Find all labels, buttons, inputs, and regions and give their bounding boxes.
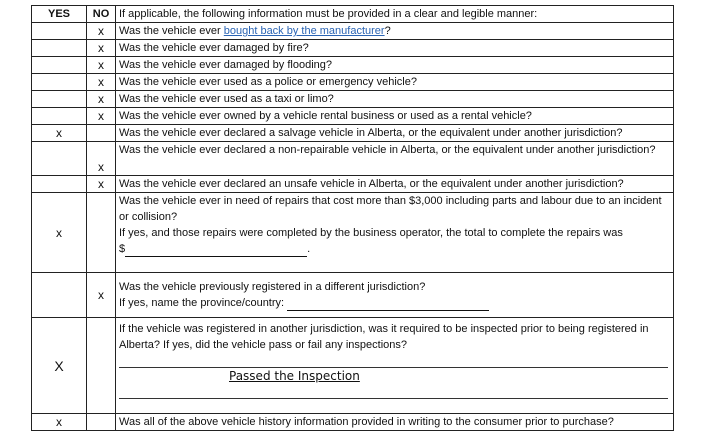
yes-cell[interactable] (32, 176, 87, 193)
question-cell (116, 125, 674, 142)
table-row (32, 91, 674, 108)
table-row (32, 57, 674, 74)
yes-cell[interactable] (32, 40, 87, 57)
question-cell (116, 414, 674, 431)
question-text-end: ? (384, 25, 391, 37)
question-cell (116, 74, 674, 91)
yes-cell[interactable]: x (32, 414, 87, 431)
question-text: Was the vehicle ever damaged by flooding? (119, 59, 332, 71)
no-cell[interactable]: x (87, 142, 116, 176)
answer-line-1[interactable] (119, 353, 668, 368)
province-country-field[interactable] (287, 300, 489, 311)
yes-cell[interactable] (32, 273, 87, 318)
question-text: Was the vehicle ever (119, 25, 224, 37)
question-cell (116, 142, 674, 176)
table-row (32, 23, 674, 40)
follow-up-text: If yes, and those repairs were completed by the business operator, the total to complete the repairs was (119, 227, 623, 239)
question-cell (116, 193, 674, 273)
yes-cell[interactable] (32, 74, 87, 91)
question-text: If the vehicle was registered in another jurisdiction, was it required to be inspected prior to being registered in Alberta? If yes, did the vehicle pass or fail any inspections? (119, 323, 649, 351)
table-row (32, 414, 674, 431)
question-text: Was the vehicle ever in need of repairs that cost more than $3,000 including parts and labour due to an incident or collision? (119, 195, 662, 223)
no-header: NO (87, 6, 116, 23)
table-row (32, 40, 674, 57)
no-cell[interactable]: x (87, 40, 116, 57)
answer-line-3[interactable] (119, 384, 668, 399)
question-cell (116, 23, 674, 40)
yes-cell[interactable] (32, 91, 87, 108)
no-cell[interactable] (87, 193, 116, 273)
no-cell[interactable]: x (87, 23, 116, 40)
period: . (307, 243, 311, 255)
yes-cell[interactable] (32, 108, 87, 125)
header-row (32, 6, 674, 23)
question-text: Was the vehicle ever declared an unsafe vehicle in Alberta, or the equivalent under another jurisdiction? (119, 178, 624, 190)
question-cell (116, 91, 674, 108)
vehicle-history-table (31, 5, 674, 431)
no-cell[interactable] (87, 414, 116, 431)
instruction-header: If applicable, the following information must be provided in a clear and legible manner: (116, 6, 674, 23)
question-text: Was the vehicle ever declared a salvage vehicle in Alberta, or the equivalent under another jurisdiction? (119, 127, 623, 139)
follow-up-text: If yes, name the province/country: (119, 297, 285, 309)
question-cell (116, 273, 674, 318)
no-cell[interactable]: x (87, 91, 116, 108)
dollar-sign: $ (119, 243, 126, 255)
question-text: Was all of the above vehicle history information provided in writing to the consumer prior to purchase? (119, 416, 614, 428)
question-text: Was the vehicle ever damaged by fire? (119, 42, 309, 54)
question-cell (116, 108, 674, 125)
yes-cell[interactable] (32, 57, 87, 74)
question-text: Was the vehicle ever owned by a vehicle rental business or used as a rental vehicle? (119, 110, 532, 122)
no-cell[interactable] (87, 318, 116, 414)
question-text: Was the vehicle ever declared a non-repairable vehicle in Alberta, or the equivalent under another jurisdiction? (119, 144, 656, 156)
no-cell[interactable]: x (87, 108, 116, 125)
question-text: Was the vehicle previously registered in a different jurisdiction? (119, 281, 426, 293)
question-text: Was the vehicle ever used as a police or emergency vehicle? (119, 76, 417, 88)
table-row (32, 108, 674, 125)
question-cell (116, 57, 674, 74)
no-cell[interactable]: x (87, 57, 116, 74)
no-cell[interactable]: x (87, 176, 116, 193)
inspection-answer[interactable]: Passed the Inspection (229, 369, 360, 383)
table-row (32, 193, 674, 273)
question-cell (116, 40, 674, 57)
question-cell (116, 176, 674, 193)
yes-cell[interactable]: x (32, 193, 87, 273)
table-row (32, 318, 674, 414)
buyback-link[interactable]: bought back by the manufacturer (223, 25, 385, 37)
yes-cell[interactable]: X (32, 318, 87, 414)
table-row (32, 74, 674, 91)
question-cell (116, 318, 674, 414)
yes-cell[interactable] (32, 142, 87, 176)
table-row (32, 273, 674, 318)
table-row (32, 142, 674, 176)
no-cell[interactable]: x (87, 273, 116, 318)
no-cell[interactable] (87, 125, 116, 142)
no-cell[interactable]: x (87, 74, 116, 91)
question-text: Was the vehicle ever used as a taxi or limo? (119, 93, 334, 105)
repair-cost-field[interactable] (125, 246, 307, 257)
table-row (32, 125, 674, 142)
yes-cell[interactable]: x (32, 125, 87, 142)
yes-header: YES (32, 6, 87, 23)
table-row (32, 176, 674, 193)
yes-cell[interactable] (32, 23, 87, 40)
